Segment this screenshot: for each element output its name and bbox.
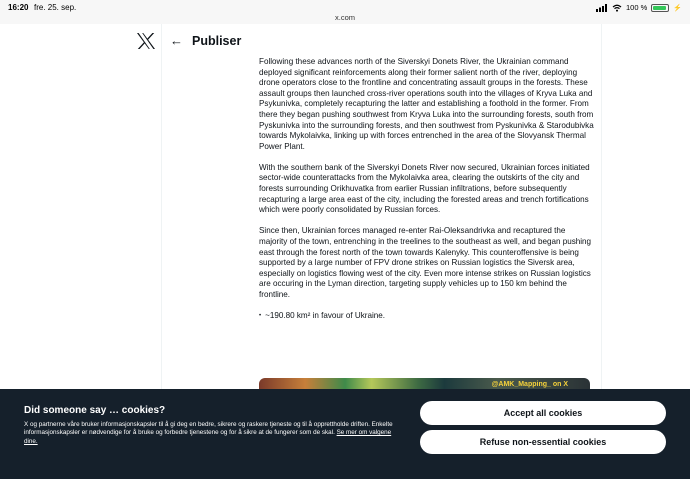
article-paragraph: Following these advances north of the Siverskyi Donets River, the Ukrainian command deployed significant reinforcements along their former salient north of the river, deploying drone operators close to the frontline and concentrating assault groups in the forests. These assault groups then launched cross-river operations south into the villages of Kryva Luka and Psykunivka, completely recapturing the latter and establishing a foothold in the former. From there they began pushing southwest from Kryva Luka into the surrounding forests, south from Pyskunivka into the surrounding forests, and then southwest from Pyskunivka & Starodubivka towards Mykolaivka, linking up with forces entrenched in the area of the Slovyansk Thermal Power Plant. xyxy=(259,57,594,151)
cookie-description xyxy=(24,421,404,446)
accept-cookies-button[interactable]: Accept all cookies xyxy=(420,401,666,425)
status-indicators xyxy=(596,3,682,12)
address-bar-url[interactable]: x.com xyxy=(334,13,355,22)
territory-stat xyxy=(259,311,594,322)
status-bar xyxy=(0,0,690,24)
article-paragraph: Since then, Ukrainian forces managed re-enter Rai-Oleksandrivka and recaptured the majority of the town, entrenching in the treelines to the southeast as well, and began pushing east through the forest north of the town towards Kalenyky. This counteroffensive is being supported by a large number of FPV drone strikes on Russian logistics the Siversk area, especially on logistics flowing west of the city. Even more intense strikes on Russian logistics are occuring in the Lyman direction, targeting supply vehicles up to 150 km behind the frontline. xyxy=(259,226,592,299)
x-logo-icon[interactable] xyxy=(136,32,156,50)
refuse-cookies-button[interactable]: Refuse non-essential cookies xyxy=(420,430,666,454)
cookie-settings-link[interactable]: Se mer om valgene dine. xyxy=(24,429,392,445)
cookie-title: Did someone say … cookies? xyxy=(24,405,166,416)
wifi-icon xyxy=(612,4,622,12)
page-title: Publiser xyxy=(192,34,242,48)
status-time: 16:20 xyxy=(8,3,29,12)
article-body xyxy=(259,57,594,322)
cookie-consent-banner xyxy=(0,389,690,479)
cellular-signal-icon xyxy=(596,4,608,12)
article-paragraph: With the southern bank of the Siverskyi Donets River now secured, Ukrainian forces initiated sector-wide counterattacks from the Mykolaivka area, clearing the outskirts of the city and forests surrounding Orikhuvatka from earlier Russian infiltrations, before subsequently recapturing a large area east of the city, including the forested areas and trench fortifications which were poorly consolidated by Russian forces. xyxy=(259,162,590,215)
charging-bolt-icon: ⚡ xyxy=(673,4,682,12)
bullet-icon: • xyxy=(259,312,262,319)
battery-icon xyxy=(651,4,669,12)
map-credit: @AMK_Mapping_ on X xyxy=(491,381,568,388)
back-arrow-icon[interactable]: ← xyxy=(170,33,183,48)
territory-stat-text: ~190.80 km² in favour of Ukraine. xyxy=(265,310,386,320)
battery-percent: 100 % xyxy=(626,3,648,12)
status-date: fre. 25. sep. xyxy=(34,3,77,12)
cookie-text: X og partnerne våre bruker informasjonskapsler til å gi deg en bedre, sikrere og raskere tjeneste og til å opprettholde driften. Enkelte informasjonskapsler er nødvendige for å bruke og forbedre tjenestene og for å sikre at de fungerer som de skal. xyxy=(24,421,393,437)
